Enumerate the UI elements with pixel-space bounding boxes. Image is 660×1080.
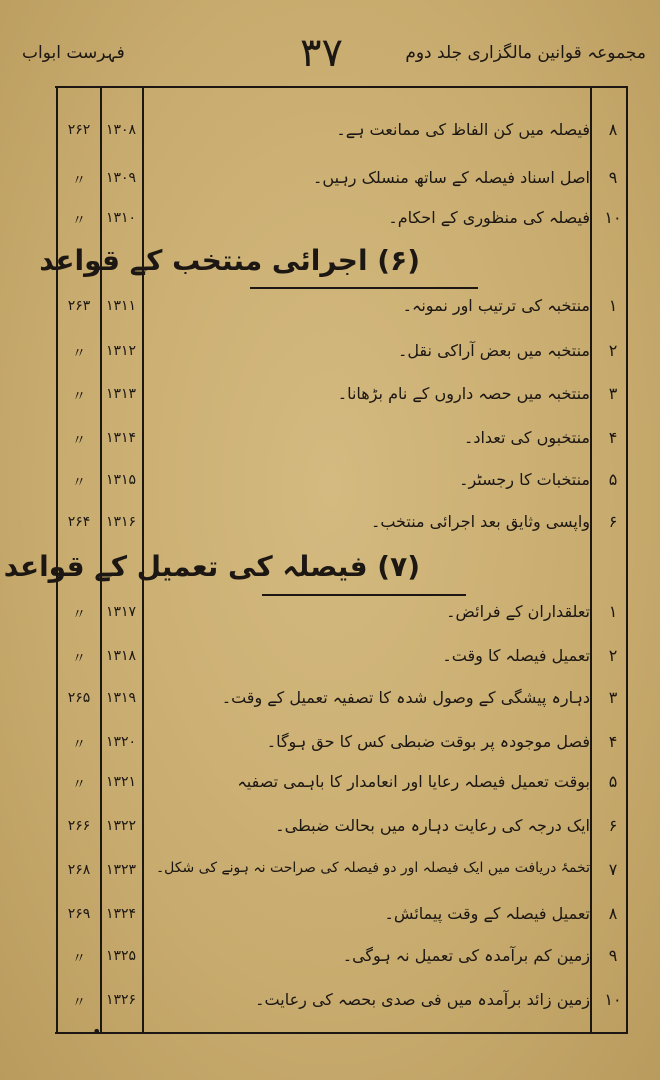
item-text: زمین زائد برآمدہ میں فی صدی بحصہ کی رعایت۔ — [255, 990, 590, 1009]
table-row — [0, 640, 660, 674]
item-text: تخمۂ دریافت میں ایک فیصلہ اور دو فیصلہ کی صراحت نہ ہونے کی شکل۔ — [155, 860, 590, 876]
page-ref: 〃 — [72, 475, 86, 491]
item-text: منتخبہ میں بعض آراکی نقل۔ — [397, 341, 590, 360]
item-number: ۶ — [608, 512, 618, 531]
page-ref: 〃 — [72, 607, 86, 623]
item-text: اصل اسناد فیصلہ کے ساتھ منسلک رہیں۔ — [313, 168, 590, 187]
item-text: ایک درجہ کی رعایت دہارہ میں بحالت ضبطی۔ — [275, 816, 590, 835]
table-row — [0, 898, 660, 932]
page-ref: 〃 — [72, 173, 86, 189]
page-ref: ۲۶۳ — [67, 298, 91, 314]
page-ref: 〃 — [72, 389, 86, 405]
item-text: تعمیل فیصلہ کے وقت پیمائش۔ — [384, 904, 590, 923]
page-ref: 〃 — [72, 995, 86, 1011]
table-row — [0, 335, 660, 369]
section-number: ۱۳۲۶ — [105, 992, 137, 1008]
top-rule — [55, 86, 628, 88]
page-ref: 〃 — [72, 951, 86, 967]
section-number: ۱۳۲۰ — [105, 734, 137, 750]
table-row — [0, 766, 660, 800]
item-number: ۵ — [608, 772, 618, 791]
item-number: ۶ — [608, 816, 618, 835]
table-row — [0, 202, 660, 236]
item-number: ۲ — [608, 646, 618, 665]
item-text: دہارہ پیشگی کے وصول شدہ کا تصفیہ تعمیل کے وقت۔ — [221, 688, 590, 707]
section-number: ۱۳۱۴ — [105, 430, 137, 446]
page-ref: 〃 — [72, 651, 86, 667]
item-text: تعمیل فیصلہ کا وقت۔ — [442, 646, 590, 665]
running-title: مجموعہ قوانین مالگزاری جلد دوم — [405, 43, 646, 63]
item-text: زمین کم برآمدہ کی تعمیل نہ ہوگی۔ — [342, 946, 590, 965]
page-ref: ۲۶۹ — [67, 906, 91, 922]
item-number: ۸ — [608, 904, 618, 923]
bottom-rule — [55, 1032, 628, 1034]
item-number: ۳ — [608, 384, 618, 403]
table-row — [0, 940, 660, 974]
section-number: ۱۳۲۱ — [105, 774, 137, 790]
table-row — [0, 506, 660, 540]
page-ref: ۲۶۵ — [67, 690, 91, 706]
section-number: ۱۳۲۴ — [105, 906, 137, 922]
table-row — [0, 726, 660, 760]
item-text: منتخبہ میں حصہ داروں کے نام بڑھانا۔ — [337, 384, 590, 403]
table-row — [0, 422, 660, 456]
item-number: ۵ — [608, 470, 618, 489]
item-number: ۸ — [608, 120, 618, 139]
section-number: ۱۳۱۸ — [105, 648, 137, 664]
section-number: ۱۳۰۸ — [105, 122, 137, 138]
page-ref: ۲۶۶ — [67, 818, 91, 834]
section-title: فہرست ابواب — [22, 43, 125, 63]
footer-mark: • — [92, 1022, 102, 1041]
item-text: منتخبوں کی تعداد۔ — [463, 428, 590, 447]
section-number: ۱۳۱۰ — [105, 210, 137, 226]
item-text: فصل موجودہ پر بوقت ضبطی کس کا حق ہوگا۔ — [266, 732, 590, 751]
table-row — [0, 378, 660, 412]
item-number: ۹ — [608, 946, 618, 965]
page-ref: ۲۶۴ — [67, 514, 91, 530]
item-number: ۹ — [608, 168, 618, 187]
section-number: ۱۳۱۶ — [105, 514, 137, 530]
page-ref: ۲۶۲ — [67, 122, 91, 138]
item-text: فیصلہ میں کن الفاظ کی ممانعت ہے۔ — [336, 120, 590, 139]
table-row — [0, 114, 660, 148]
page-ref: 〃 — [72, 433, 86, 449]
table-row — [0, 810, 660, 844]
table-row — [0, 854, 660, 888]
item-number: ۱۰ — [604, 990, 622, 1009]
item-number: ۱ — [608, 296, 618, 315]
section-number: ۱۳۱۲ — [105, 343, 137, 359]
section-number: ۱۳۰۹ — [105, 170, 137, 186]
item-text: بوقت تعمیل فیصلہ رعایا اور انعامدار کا باہمی تصفیہ — [237, 772, 590, 791]
page-number: ۳۷ — [300, 30, 343, 76]
table-row — [0, 464, 660, 498]
item-text: واپسی وثایق بعد اجرائی منتخب۔ — [370, 512, 590, 531]
item-number: ۲ — [608, 341, 618, 360]
chapter-heading-6: (۶) اجرائی منتخب کے قواعد — [39, 244, 420, 277]
item-number: ۷ — [608, 860, 618, 879]
chapter-heading-7: (۷) فیصلہ کی تعمیل کے قواعد — [3, 550, 420, 583]
section-number: ۱۳۱۷ — [105, 604, 137, 620]
section-number: ۱۳۱۳ — [105, 386, 137, 402]
page-ref: 〃 — [72, 346, 86, 362]
section-number: ۱۳۱۹ — [105, 690, 137, 706]
section-number: ۱۳۱۱ — [105, 298, 137, 314]
item-number: ۴ — [608, 732, 618, 751]
item-text: تعلقداران کے فرائض۔ — [446, 602, 590, 621]
section-number: ۱۳۲۲ — [105, 818, 137, 834]
section-number: ۱۳۲۳ — [105, 862, 137, 878]
item-number: ۳ — [608, 688, 618, 707]
table-row — [0, 682, 660, 716]
table-row — [0, 290, 660, 324]
table-row — [0, 162, 660, 196]
section-number: ۱۳۲۵ — [105, 948, 137, 964]
item-number: ۴ — [608, 428, 618, 447]
table-row — [0, 984, 660, 1018]
page-ref: 〃 — [72, 737, 86, 753]
item-text: فیصلہ کی منظوری کے احکام۔ — [388, 208, 590, 227]
item-text: منتخبات کا رجسٹر۔ — [459, 470, 590, 489]
section-number: ۱۳۱۵ — [105, 472, 137, 488]
table-row — [0, 596, 660, 630]
item-text: منتخبہ کی ترتیب اور نمونہ۔ — [402, 296, 590, 315]
item-number: ۱۰ — [604, 208, 622, 227]
page-ref: 〃 — [72, 213, 86, 229]
item-number: ۱ — [608, 602, 618, 621]
page-ref: 〃 — [72, 777, 86, 793]
page-ref: ۲۶۸ — [67, 862, 91, 878]
heading-underline — [250, 287, 478, 289]
